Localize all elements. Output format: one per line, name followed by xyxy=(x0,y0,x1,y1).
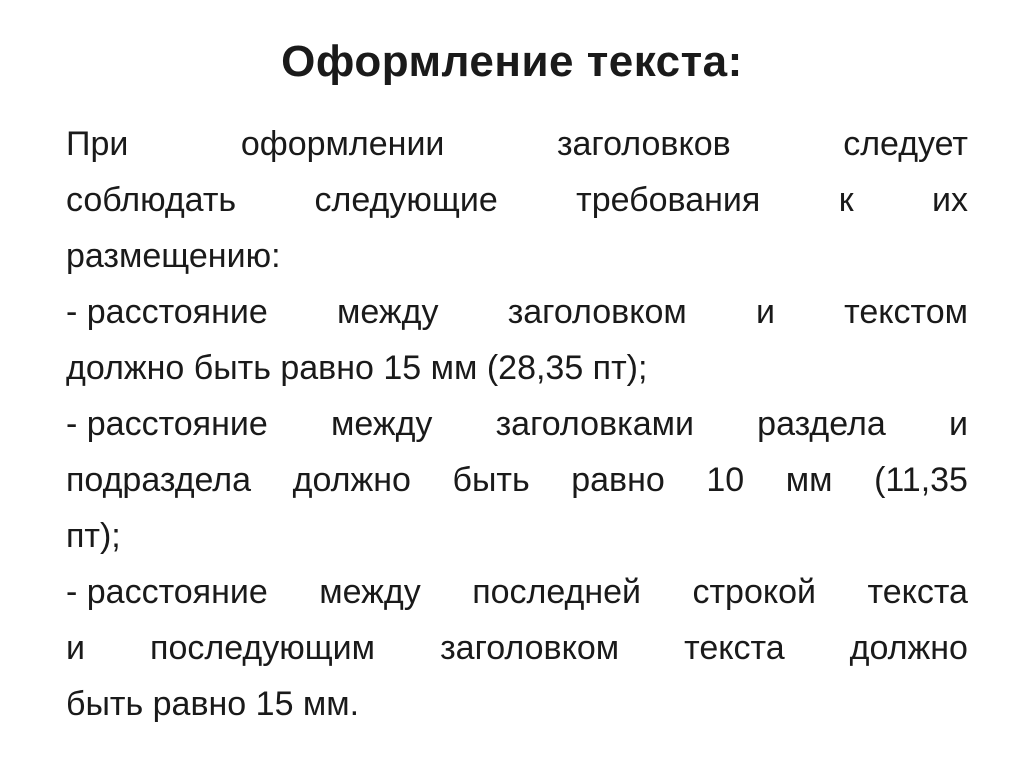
body-line xyxy=(66,284,968,340)
body-line xyxy=(66,172,968,228)
body-word: должно xyxy=(849,629,968,667)
body-word: При xyxy=(66,125,129,163)
body-word: между xyxy=(336,293,439,331)
body-word: требования xyxy=(576,181,761,219)
body-word: текста xyxy=(684,629,785,667)
body-line xyxy=(66,564,968,620)
body-line: быть равно 15 мм. xyxy=(66,685,360,723)
body-line: размещению: xyxy=(66,237,281,275)
slide-body-text xyxy=(66,116,968,732)
body-word: между xyxy=(319,573,421,611)
body-line xyxy=(66,116,968,172)
body-word: - расстояние xyxy=(66,405,268,443)
body-word: заголовком xyxy=(507,293,687,331)
body-line: должно быть равно 15 мм (28,35 пт); xyxy=(66,349,648,387)
body-word: равно xyxy=(571,461,665,499)
body-word: их xyxy=(931,181,968,219)
body-word: к xyxy=(838,181,854,219)
body-word: следующие xyxy=(314,181,498,219)
body-word: текста xyxy=(867,573,968,611)
body-word: соблюдать xyxy=(66,181,237,219)
body-line xyxy=(66,620,968,676)
body-word: следует xyxy=(843,125,968,163)
body-line xyxy=(66,452,968,508)
body-word: строкой xyxy=(692,573,817,611)
body-word: и xyxy=(755,293,775,331)
body-word: заголовков xyxy=(556,125,731,163)
body-word: 10 xyxy=(706,461,745,499)
body-word: и xyxy=(948,405,968,443)
body-word: раздела xyxy=(757,405,886,443)
body-word: должно xyxy=(292,461,411,499)
body-word: последующим xyxy=(150,629,376,667)
body-word: подраздела xyxy=(66,461,252,499)
body-word: заголовками xyxy=(495,405,694,443)
body-line: пт); xyxy=(66,517,121,555)
body-word: мм xyxy=(785,461,833,499)
body-word: - расстояние xyxy=(66,573,268,611)
body-word: оформлении xyxy=(240,125,445,163)
body-word: заголовком xyxy=(440,629,620,667)
body-word: между xyxy=(330,405,433,443)
body-word: и xyxy=(66,629,85,667)
body-word: последней xyxy=(472,573,642,611)
body-word: - расстояние xyxy=(66,293,268,331)
body-word: текстом xyxy=(844,293,968,331)
body-word: (11,35 xyxy=(874,461,968,499)
body-word: быть xyxy=(452,461,530,499)
slide-title: Оформление текста: xyxy=(281,37,743,86)
body-line xyxy=(66,396,968,452)
